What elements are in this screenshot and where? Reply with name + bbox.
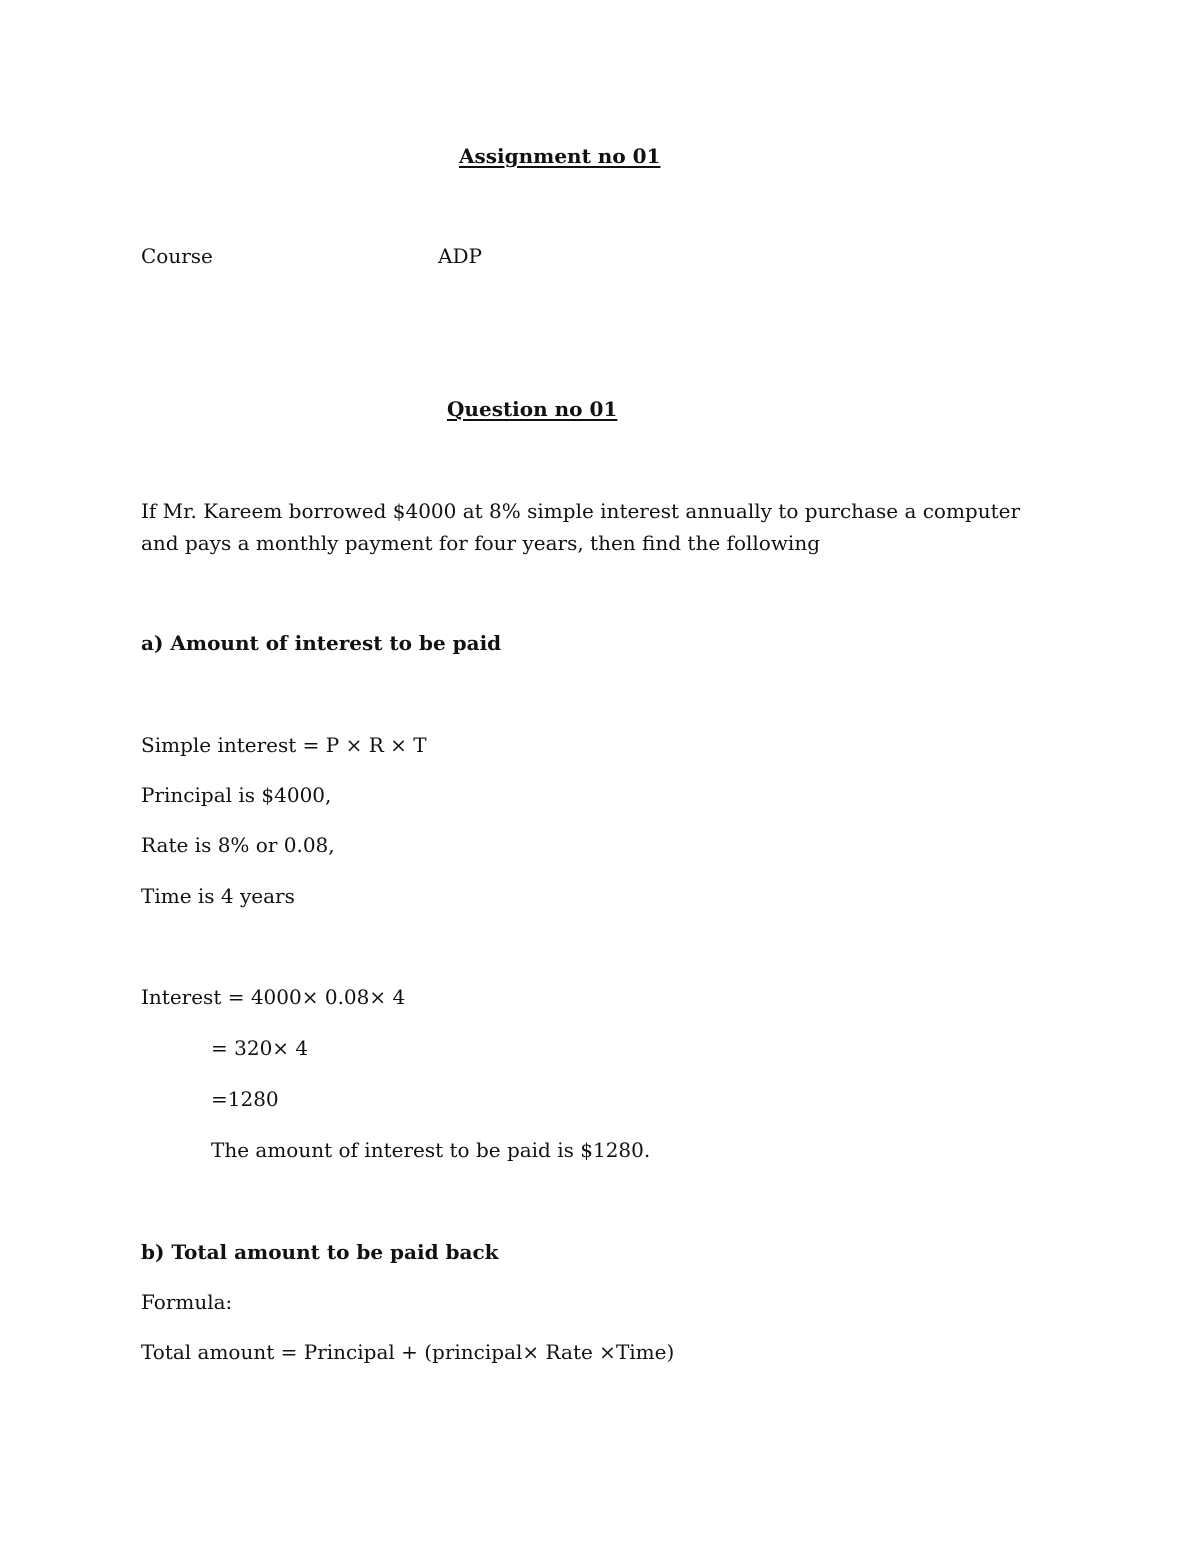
rate-line: Rate is 8% or 0.08, <box>141 833 335 857</box>
interest-calc-line-2: = 320× 4 <box>211 1036 309 1060</box>
course-value: ADP <box>438 244 482 268</box>
time-line: Time is 4 years <box>141 884 295 908</box>
question-text: If Mr. Kareem borrowed $4000 at 8% simple interest annually to purchase a computer and pays a monthly payment for four years, then find the following <box>141 499 1021 555</box>
interest-conclusion: The amount of interest to be paid is $1280. <box>211 1138 651 1162</box>
total-amount-formula: Total amount = Principal + (principal× Rate ×Time) <box>141 1340 675 1364</box>
formula-label: Formula: <box>141 1290 233 1314</box>
principal-line: Principal is $4000, <box>141 783 332 807</box>
course-label: Course <box>141 244 213 268</box>
interest-calc-line-3: =1280 <box>211 1087 279 1111</box>
interest-calc-line-1: Interest = 4000× 0.08× 4 <box>141 985 406 1009</box>
simple-interest-formula: Simple interest = P × R × T <box>141 733 427 757</box>
part-a-heading: a) Amount of interest to be paid <box>141 631 502 655</box>
question-title: Question no 01 <box>447 397 618 421</box>
assignment-title: Assignment no 01 <box>459 144 661 168</box>
part-b-heading: b) Total amount to be paid back <box>141 1240 499 1264</box>
